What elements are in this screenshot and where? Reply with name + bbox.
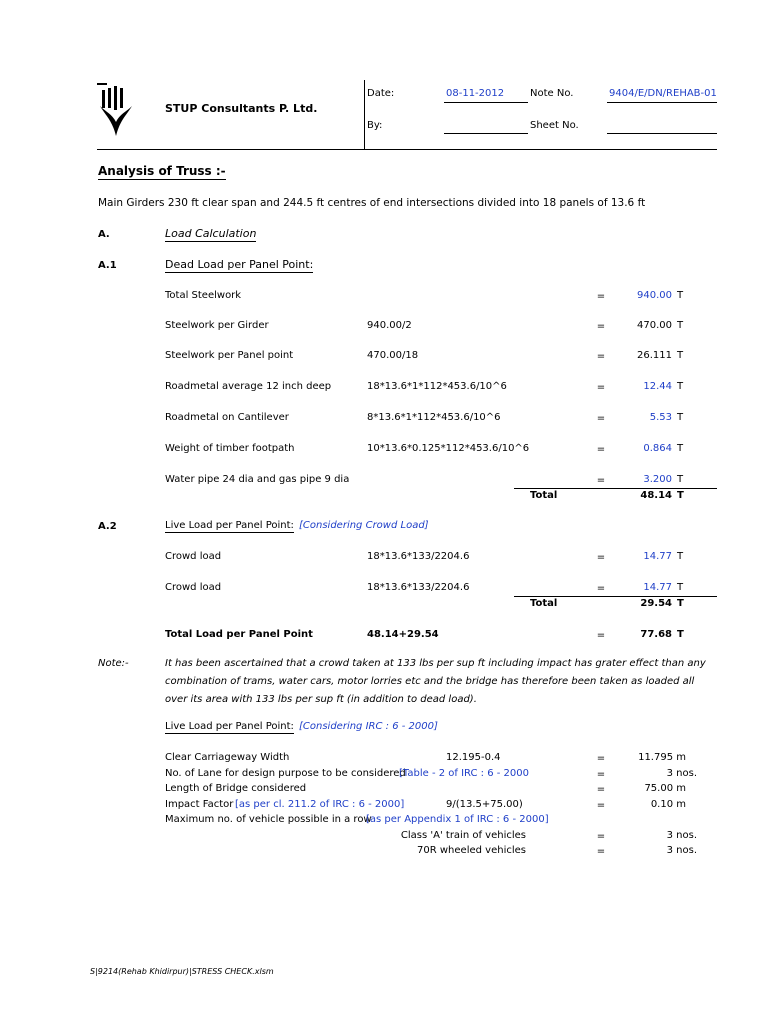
row-equals: =: [596, 351, 606, 362]
crowd-load-total-unit: T: [677, 598, 684, 609]
row-unit: T: [677, 551, 684, 562]
footer-file-path: S|9214(Rehab Khidirpur)|STRESS CHECK.xlsm: [90, 967, 274, 976]
note-no-value: 9404/E/DN/REHAB-01: [609, 88, 717, 99]
row-label: 70R wheeled vehicles: [417, 845, 526, 856]
sheet-no-label: Sheet No.: [530, 120, 579, 131]
row-value: 940.00: [637, 290, 672, 301]
row-unit: T: [677, 412, 684, 423]
row-equals: =: [596, 321, 606, 332]
row-formula: 18*13.6*133/2204.6: [367, 582, 470, 593]
row-formula: 470.00/18: [367, 350, 419, 361]
row-value: 14.77: [643, 551, 672, 562]
row-reference: [as per cl. 211.2 of IRC : 6 - 2000]: [235, 799, 405, 810]
irc-ref: [Considering IRC : 6 - 2000]: [299, 721, 438, 732]
company-name: STUP Consultants P. Ltd.: [165, 102, 318, 115]
row-equals: =: [596, 800, 606, 811]
grand-total-value: 77.68: [640, 629, 672, 640]
row-equals: =: [596, 753, 606, 764]
row-unit: T: [677, 582, 684, 593]
row-value: 470.00: [637, 320, 672, 331]
row-equals: =: [596, 846, 606, 857]
row-value: 75.00 m: [644, 783, 686, 794]
crowd-load-total-label: Total: [530, 598, 558, 609]
row-label: Roadmetal on Cantilever: [165, 412, 289, 423]
dead-load-total-unit: T: [677, 490, 684, 501]
row-value: 5.53: [649, 412, 672, 423]
row-equals: =: [596, 552, 606, 563]
row-value: 3.200: [643, 474, 672, 485]
row-value: 14.77: [643, 582, 672, 593]
row-label: Impact Factor: [165, 799, 234, 810]
row-formula: 9/(13.5+75.00): [446, 799, 523, 810]
page-title: Analysis of Truss :-: [98, 164, 226, 178]
row-unit: T: [677, 474, 684, 485]
section-a1-title: Dead Load per Panel Point:: [165, 258, 314, 271]
date-underline: [444, 102, 528, 103]
header-divider: [364, 80, 365, 150]
row-unit: T: [677, 350, 684, 361]
logo-mark-dash: [97, 83, 107, 85]
row-value: 3 nos.: [666, 830, 697, 841]
row-formula: 10*13.6*0.125*112*453.6/10^6: [367, 443, 530, 454]
row-label: Roadmetal average 12 inch deep: [165, 381, 332, 392]
row-label: Total Steelwork: [165, 290, 242, 301]
section-a-number: A.: [98, 229, 110, 240]
row-unit: T: [677, 320, 684, 331]
section-a2-title: Live Load per Panel Point:: [165, 520, 294, 531]
date-value: 08-11-2012: [446, 88, 505, 99]
row-equals: =: [596, 583, 606, 594]
note-text: It has been ascertained that a crowd taken at 133 lbs per sup ft including impact has grater effect than any combination of trams, water cars, motor lorries etc and the bridge has therefore been taken as loaded all over its area with 133 lbs per sup ft (in addition to dead load).: [165, 658, 706, 705]
crowd-load-total-value: 29.54: [640, 598, 672, 609]
note-no-underline: [607, 102, 717, 103]
row-unit: T: [677, 290, 684, 301]
grand-total-label: Total Load per Panel Point: [165, 629, 313, 640]
row-value: 12.44: [643, 381, 672, 392]
row-equals: =: [596, 291, 606, 302]
row-label: Steelwork per Girder: [165, 320, 269, 331]
row-unit: T: [677, 381, 684, 392]
dead-load-total-value: 48.14: [640, 490, 672, 501]
grand-total-equals: =: [596, 630, 606, 641]
row-label: Maximum no. of vehicle possible in a row: [165, 814, 372, 825]
header-bottom-rule: [97, 149, 717, 150]
date-label: Date:: [367, 88, 395, 99]
row-label: No. of Lane for design purpose to be considered: [165, 768, 406, 779]
section-a2-note: [Considering Crowd Load]: [299, 520, 429, 531]
row-formula: 940.00/2: [367, 320, 412, 331]
sheet-no-underline: [607, 133, 717, 134]
row-formula: 8*13.6*1*112*453.6/10^6: [367, 412, 501, 423]
row-label: Length of Bridge considered: [165, 783, 307, 794]
grand-total-unit: T: [677, 629, 684, 640]
row-equals: =: [596, 413, 606, 424]
by-label: By:: [367, 120, 383, 131]
section-a2-number: A.2: [98, 521, 117, 532]
row-value: 11.795 m: [638, 752, 686, 763]
row-formula: 18*13.6*1*112*453.6/10^6: [367, 381, 507, 392]
dead-load-total-rule: [514, 488, 717, 489]
company-logo-icon: [98, 86, 134, 138]
row-label: Class 'A' train of vehicles: [400, 830, 526, 841]
row-value: 26.111: [637, 350, 672, 361]
section-a1-number: A.1: [98, 260, 117, 271]
row-formula: 18*13.6*133/2204.6: [367, 551, 470, 562]
dead-load-total-label: Total: [530, 490, 558, 501]
row-equals: =: [596, 769, 606, 780]
grand-total-formula: 48.14+29.54: [367, 629, 439, 640]
row-value: 0.10 m: [650, 799, 686, 810]
section-a-title: Load Calculation: [165, 227, 257, 240]
row-equals: =: [596, 444, 606, 455]
row-label: Crowd load: [165, 551, 222, 562]
row-unit: T: [677, 443, 684, 454]
row-equals: =: [596, 382, 606, 393]
row-equals: =: [596, 475, 606, 486]
row-value: 0.864: [643, 443, 672, 454]
crowd-load-total-rule: [514, 596, 717, 597]
note-no-label: Note No.: [530, 88, 574, 99]
row-label: Weight of timber footpath: [165, 443, 295, 454]
row-value: 3 nos.: [666, 768, 697, 779]
irc-title: Live Load per Panel Point:: [165, 721, 294, 732]
row-reference: [as per Appendix 1 of IRC : 6 - 2000]: [366, 814, 549, 825]
row-label: Crowd load: [165, 582, 222, 593]
row-label: Clear Carriageway Width: [165, 752, 290, 763]
by-underline: [444, 133, 528, 134]
intro-text: Main Girders 230 ft clear span and 244.5 ft centres of end intersections divided into 18 panels of 13.6 ft: [98, 197, 646, 209]
row-label: Steelwork per Panel point: [165, 350, 294, 361]
note-label: Note:-: [98, 658, 129, 669]
row-equals: =: [596, 831, 606, 842]
row-value: 3 nos.: [666, 845, 697, 856]
row-equals: =: [596, 784, 606, 795]
row-label: Water pipe 24 dia and gas pipe 9 dia: [165, 474, 350, 485]
row-formula: 12.195-0.4: [446, 752, 501, 763]
row-reference: [Table - 2 of IRC : 6 - 2000: [399, 768, 529, 779]
